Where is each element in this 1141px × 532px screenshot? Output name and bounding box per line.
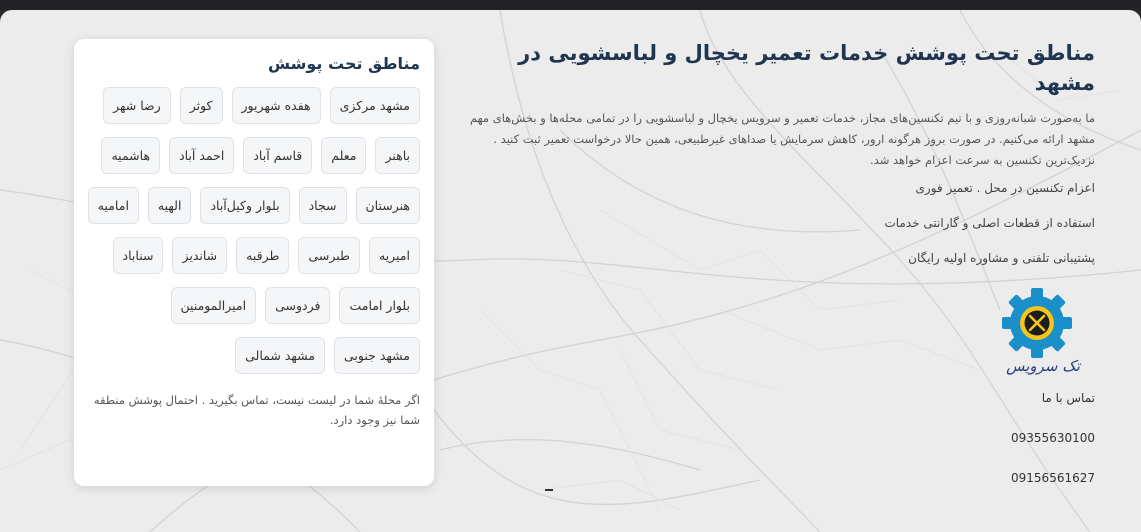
area-chip[interactable]: قاسم آباد — [243, 137, 312, 174]
tak-service-logo — [997, 287, 1087, 377]
area-chip[interactable]: امیرالمومنین — [171, 287, 257, 324]
feature-free-consult: پشتیبانی تلفنی و مشاوره اولیه رایگان — [908, 251, 1095, 265]
area-chip[interactable]: احمد آباد — [169, 137, 234, 174]
area-chip-list — [86, 87, 420, 374]
area-chip[interactable]: شاندیز — [172, 237, 227, 274]
coverage-areas-card — [74, 39, 434, 486]
feature-onsite-technician: اعزام تکنسین در محل . تعمیر فوری — [915, 181, 1095, 195]
area-chip[interactable]: بلوار امامت — [339, 287, 420, 324]
card-title: مناطق تحت پوشش — [268, 54, 420, 73]
area-chip[interactable]: سجاد — [299, 187, 347, 224]
phone-number-2[interactable]: 09156561627 — [1011, 471, 1095, 485]
area-chip[interactable]: هنرستان — [356, 187, 421, 224]
browser-top-bar — [0, 0, 1141, 10]
area-chip[interactable]: باهنر — [375, 137, 420, 174]
contact-title: تماس با ما — [1041, 391, 1095, 405]
area-chip[interactable]: فردوسی — [265, 287, 330, 324]
logo-area — [467, 287, 1095, 377]
area-chip[interactable]: معلم — [321, 137, 366, 174]
feature-original-parts: استفاده از قطعات اصلی و گارانتی خدمات — [884, 216, 1095, 230]
phone-number-1[interactable]: 09355630100 — [1011, 431, 1095, 445]
area-chip[interactable]: مشهد جنوبی — [334, 337, 420, 374]
area-chip[interactable]: بلوار وکیل‌آباد — [200, 187, 289, 224]
card-note: اگر محلهٔ شما در لیست نیست، تماس بگیرید . احتمال پوشش منطقه شما نیز وجود دارد. — [93, 393, 420, 427]
area-chip[interactable]: مشهد مرکزی — [330, 87, 420, 124]
coverage-info-section — [467, 38, 1095, 487]
area-chip[interactable]: سناباد — [113, 237, 164, 274]
page — [0, 10, 1141, 532]
area-chip[interactable]: امامیه — [88, 187, 139, 224]
logo-wordmark: تک سرویس — [1006, 357, 1080, 375]
area-chip[interactable]: امیریه — [369, 237, 420, 274]
section-title: مناطق تحت پوشش خدمات تعمیر یخچال و لباسشویی در مشهد — [518, 41, 1095, 95]
area-chip[interactable]: طبرسی — [298, 237, 360, 274]
area-chip[interactable]: هفده شهریور — [232, 87, 321, 124]
section-description: ما به‌صورت شبانه‌روزی و با تیم تکنسین‌های مجاز، خدمات تعمیر و سرویس یخچال و لباسشویی را در تمامی محله‌ها و بخش‌های مهم مشهد ارائه می‌کنیم. در صورت بروز هرگونه ارور، کاهش سرمایش یا صداهای غیرطبیعی، همین حالا درخواست تعمیر ثبت کنید . نزدیک‌ترین تکنسین به سرعت اعزام خواهد شد. — [469, 111, 1095, 167]
area-chip[interactable]: کوثر — [180, 87, 223, 124]
area-chip[interactable]: الهیه — [148, 187, 192, 224]
area-chip[interactable]: طرقبه — [236, 237, 289, 274]
area-chip[interactable]: رضا شهر — [103, 87, 171, 124]
area-chip[interactable]: هاشمیه — [101, 137, 160, 174]
area-chip[interactable]: مشهد شمالی — [235, 337, 325, 374]
